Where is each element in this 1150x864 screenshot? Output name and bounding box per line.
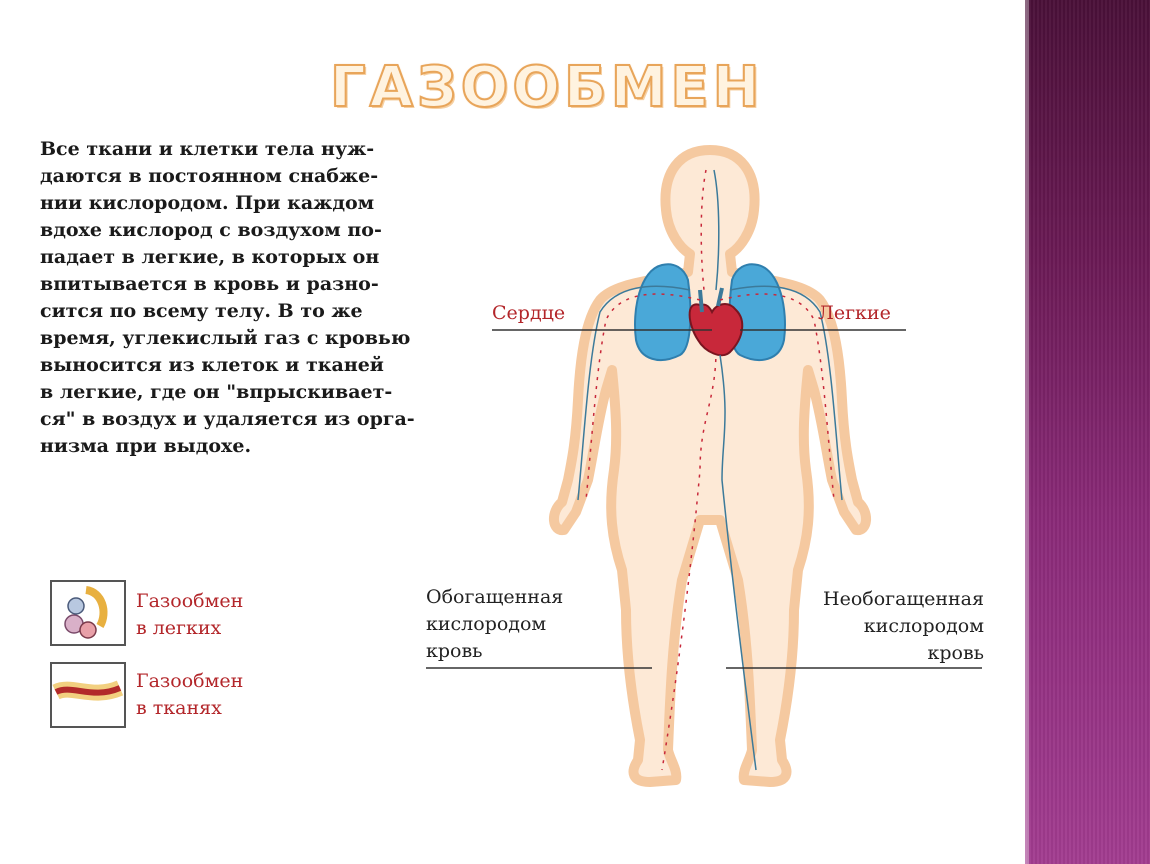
paragraph-line: Все ткани и клетки тела нуж- [40,138,375,160]
oxygenated-line: кислородом [426,613,547,635]
tissue-exchange-thumbnail [50,662,126,728]
alveoli-icon [52,582,124,644]
paragraph-line: в легкие, где он "впрыскивает- [40,381,393,403]
legend-lungs-line: в легких [136,617,222,639]
deoxygenated-line: кислородом [863,615,984,637]
paragraph-line: нии кислородом. При каждом [40,192,375,214]
paragraph-line: впитывается в кровь и разно- [40,273,379,295]
lungs-label: Легкие [818,302,891,324]
paragraph-line: падает в легкие, в которых он [40,246,380,268]
legend-tissue-line: в тканях [136,697,222,719]
body-silhouette [554,150,866,782]
paragraph-line: низма при выдохе. [40,435,252,457]
paragraph-line: даются в постоянном снабже- [40,165,379,187]
lung-exchange-thumbnail [50,580,126,646]
body-illustration [400,140,1020,810]
decorative-side-band [1025,0,1150,864]
deoxygenated-line: кровь [927,642,984,664]
paragraph-line: выносится из клеток и тканей [40,354,384,376]
page-title: ГАЗООБМЕН [330,55,764,120]
circulatory-body-figure [400,140,1020,810]
deoxygenated-line: Необогащенная [823,588,984,610]
oxygenated-line: кровь [426,640,483,662]
paragraph-line: время, углекислый газ с кровью [40,327,411,349]
deoxygenated-blood-label [786,586,984,667]
tissue-vessel-icon [52,664,124,726]
oxygenated-blood-label [426,584,563,665]
legend-tissue-line: Газообмен [136,670,244,692]
paragraph-line: ся" в воздух и удаляется из орга- [40,408,415,430]
paragraph-line: сится по всему телу. В то же [40,300,363,322]
legend-lungs-text [136,588,243,642]
legend-tissue-text [136,668,243,722]
oxygenated-line: Обогащенная [426,586,564,608]
heart-label: Сердце [492,302,566,324]
legend-lungs-line: Газообмен [136,590,244,612]
paragraph-line: вдохе кислород с воздухом по- [40,219,382,241]
